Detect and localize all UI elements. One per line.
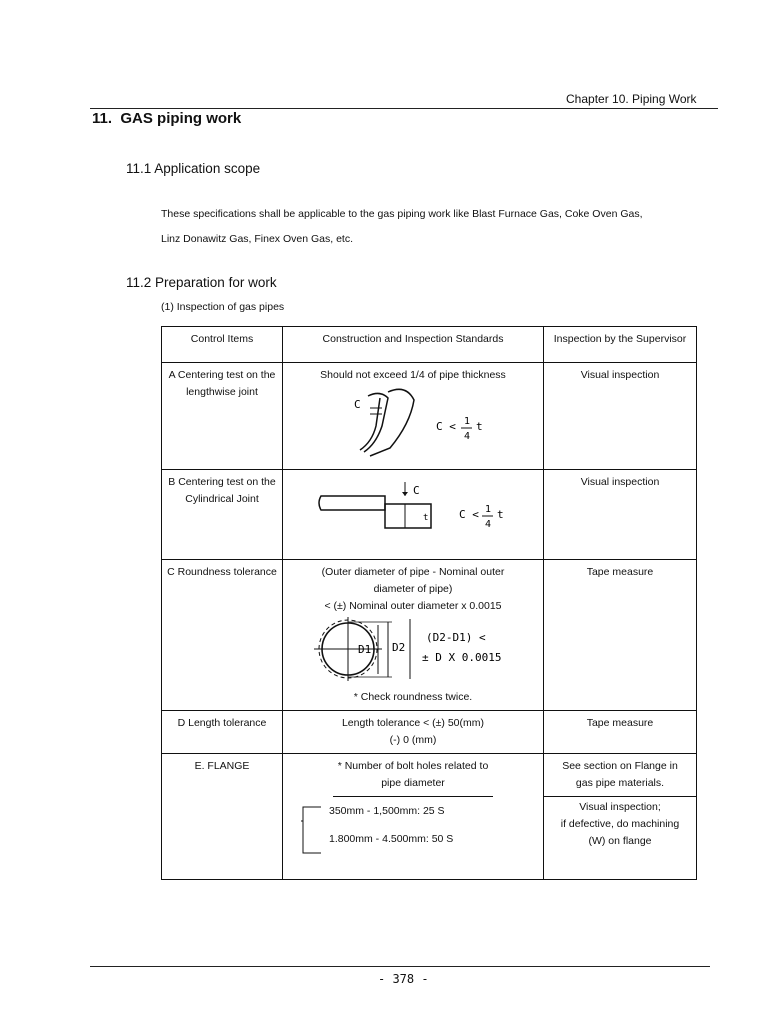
cell-inspection: Tape measure — [544, 560, 697, 711]
fig-a-t: t — [476, 420, 483, 433]
flange-sub-inspection — [544, 797, 696, 852]
cell-standard — [283, 560, 544, 711]
header-supervisor: Inspection by the Supervisor — [544, 327, 697, 363]
subsection-title-11-2: 11.2 Preparation for work — [126, 275, 277, 290]
flange-sub-inspection-line1: Visual inspection; — [579, 801, 661, 813]
footer-rule — [90, 966, 710, 967]
fig-b-t-small: t — [423, 513, 429, 523]
flange-sub-inspection-line3: (W) on flange — [588, 835, 652, 847]
fig-c-d2: D2 — [392, 641, 406, 654]
table-row — [162, 560, 697, 711]
fig-a-den: 4 — [464, 431, 471, 442]
cell-standard — [283, 754, 544, 880]
cell-standard — [283, 363, 544, 470]
table-row — [162, 363, 697, 470]
cell-inspection: Tape measure — [544, 711, 697, 754]
section-title-text: GAS piping work — [120, 110, 242, 127]
section-number: 11. — [92, 110, 113, 127]
standard-text: Should not exceed 1/4 of pipe thickness — [320, 369, 506, 381]
inspection-table — [161, 326, 697, 880]
fig-b-formula: C < — [459, 508, 479, 521]
scope-paragraph-line1: These specifications shall be applicable to the gas piping work like Blast Furnace Gas, Coke Oven Gas, — [161, 208, 643, 220]
fig-a-formula: C < — [436, 420, 456, 433]
flange-standard: * Number of bolt holes related to pipe diameter — [333, 754, 493, 797]
scope-paragraph-line2: Linz Donawitz Gas, Finex Oven Gas, etc. — [161, 233, 353, 245]
standard-line2: diameter of pipe) — [373, 583, 453, 595]
cell-standard — [283, 711, 544, 754]
fig-b-num: 1 — [485, 504, 492, 515]
standard-line3: < (±) Nominal outer diameter x 0.0015 — [324, 600, 502, 612]
cell-inspection — [544, 754, 697, 880]
lengthwise-joint-diagram — [318, 386, 508, 458]
cell-item: D Length tolerance — [162, 711, 283, 754]
table-header-row — [162, 327, 697, 363]
cell-inspection: Visual inspection — [544, 470, 697, 560]
fig-b-t: t — [497, 508, 504, 521]
fig-b-den: 4 — [485, 519, 492, 530]
table-row — [162, 711, 697, 754]
section-title — [92, 110, 241, 127]
flange-sub-standard — [283, 797, 543, 867]
flange-inspection-line2: gas pipe materials. — [575, 777, 665, 789]
bracket-icon — [299, 803, 323, 859]
fig-c-d1: D1 — [358, 643, 372, 656]
cell-inspection: Visual inspection — [544, 363, 697, 470]
flange-sub-inspection-line2: if defective, do machining — [560, 818, 680, 830]
flange-range-1: 350mm - 1,500mm: 25 S — [329, 805, 445, 817]
standard-line1: (Outer diameter of pipe - Nominal outer — [321, 566, 505, 578]
cell-item: B Centering test on the Cylindrical Joint — [162, 470, 283, 560]
cylindrical-joint-diagram — [313, 476, 513, 544]
standard-line1: Length tolerance < (±) 50(mm) — [341, 717, 485, 729]
flange-inspection-line1: See section on Flange in — [562, 760, 678, 772]
standard-line2: (-) 0 (mm) — [389, 734, 437, 746]
cell-item: C Roundness tolerance — [162, 560, 283, 711]
cell-item: A Centering test on the lengthwise joint — [162, 363, 283, 470]
table-row — [162, 470, 697, 560]
fig-a-num: 1 — [464, 416, 471, 427]
flange-range-2: 1.800mm - 4.500mm: 50 S — [329, 833, 454, 845]
page-number: - 378 - — [378, 972, 429, 986]
subsection-title-11-1: 11.1 Application scope — [126, 161, 261, 176]
roundness-diagram — [308, 617, 518, 683]
header-rule — [90, 108, 718, 109]
fig-b-c-label: C — [413, 484, 420, 497]
cell-standard — [283, 470, 544, 560]
fig-a-c-label: C — [354, 398, 361, 411]
cell-item: E. FLANGE — [162, 754, 283, 880]
table-row — [162, 754, 697, 880]
header-control-items: Control Items — [162, 327, 283, 363]
fig-c-formula1: (D2-D1) < — [426, 631, 486, 644]
chapter-header: Chapter 10. Piping Work — [566, 92, 697, 106]
header-standards: Construction and Inspection Standards — [283, 327, 544, 363]
fig-c-formula2: ± D X 0.0015 — [422, 651, 502, 664]
roundness-note: * Check roundness twice. — [353, 691, 473, 703]
flange-inspection — [544, 754, 696, 797]
list-item-inspection: (1) Inspection of gas pipes — [161, 301, 285, 313]
